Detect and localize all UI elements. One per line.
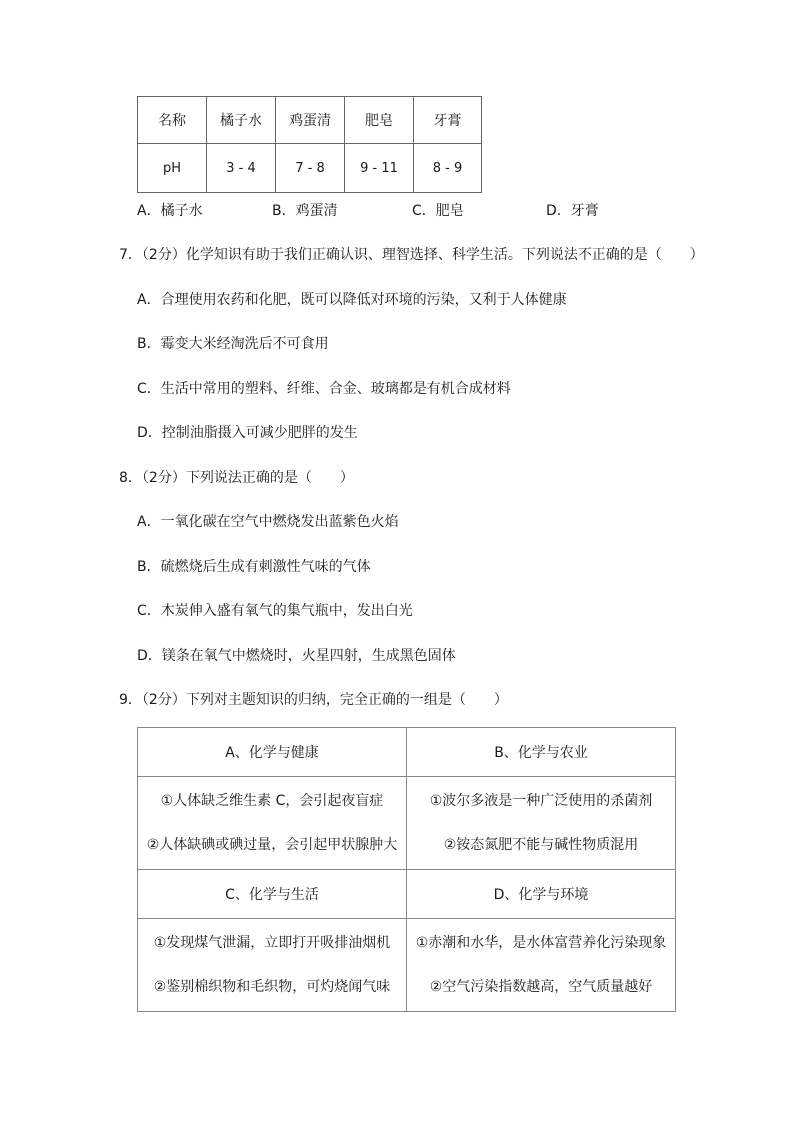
q7-option-c: C．生活中常用的塑料、纤维、合金、玻璃都是有机合成材料 [137,381,511,397]
topic-d-items [407,919,676,1012]
q6-option-d: D．牙膏 [546,203,599,219]
topic-a-item-1: ①人体缺乏维生素 C，会引起夜盲症 [160,793,384,809]
topic-a-items [138,777,407,870]
topic-d-item-2: ②空气污染指数越高，空气质量越好 [429,979,653,995]
ph-value-cell: 9 - 11 [345,144,414,193]
ph-value-cell: 7 - 8 [276,144,345,193]
q8-stem: 8．（2分）下列说法正确的是（ ） [119,470,354,486]
ph-table [137,96,482,193]
topic-c-item-2: ②鉴别棉织物和毛织物，可灼烧闻气味 [153,979,391,995]
topic-d-title: D、化学与环境 [407,870,676,919]
q8-option-b: B．硫燃烧后生成有刺激性气味的气体 [137,559,371,575]
ph-header-cell: 名称 [138,97,207,144]
ph-header-cell: 肥皂 [345,97,414,144]
ph-header-cell: 橘子水 [207,97,276,144]
q8-option-a: A．一氧化碳在空气中燃烧发出蓝紫色火焰 [137,514,399,530]
ph-header-cell: 牙膏 [414,97,482,144]
q6-option-c: C．肥皂 [412,203,464,219]
q7-option-a: A．合理使用农药和化肥，既可以降低对环境的污染，又利于人体健康 [137,292,567,308]
topic-d-item-1: ①赤潮和水华，是水体富营养化污染现象 [415,935,667,951]
q7-option-b: B．霉变大米经淘洗后不可食用 [137,336,329,352]
topic-a-item-2: ②人体缺碘或碘过量，会引起甲状腺肿大 [146,837,398,853]
q7-option-d: D．控制油脂摄入可减少肥胖的发生 [137,425,358,441]
ph-table-header-row [138,97,482,144]
topic-c-items [138,919,407,1012]
q6-option-a: A．橘子水 [137,203,203,219]
ph-value-cell: 8 - 9 [414,144,482,193]
topic-b-item-2: ②铵态氮肥不能与碱性物质混用 [443,837,639,853]
topic-c-title: C、化学与生活 [138,870,407,919]
ph-header-cell: 鸡蛋清 [276,97,345,144]
q8-option-c: C．木炭伸入盛有氧气的集气瓶中，发出白光 [137,603,413,619]
ph-table-value-row [138,144,482,193]
topic-c-item-1: ①发现煤气泄漏，立即打开吸排油烟机 [153,935,391,951]
q6-option-b: B．鸡蛋清 [272,203,338,219]
q7-stem: 7．（2分）化学知识有助于我们正确认识、理智选择、科学生活。下列说法不正确的是（ ） [119,247,704,263]
ph-value-cell: 3 - 4 [207,144,276,193]
q9-stem: 9．（2分）下列对主题知识的归纳，完全正确的一组是（ ） [119,692,508,708]
topic-b-title: B、化学与农业 [407,728,676,777]
topic-a-title: A、化学与健康 [138,728,407,777]
q9-topic-table [137,727,676,1012]
topic-b-items [407,777,676,870]
topic-b-item-1: ①波尔多液是一种广泛使用的杀菌剂 [429,793,653,809]
ph-value-cell: pH [138,144,207,193]
q8-option-d: D．镁条在氧气中燃烧时，火星四射，生成黑色固体 [137,648,456,664]
